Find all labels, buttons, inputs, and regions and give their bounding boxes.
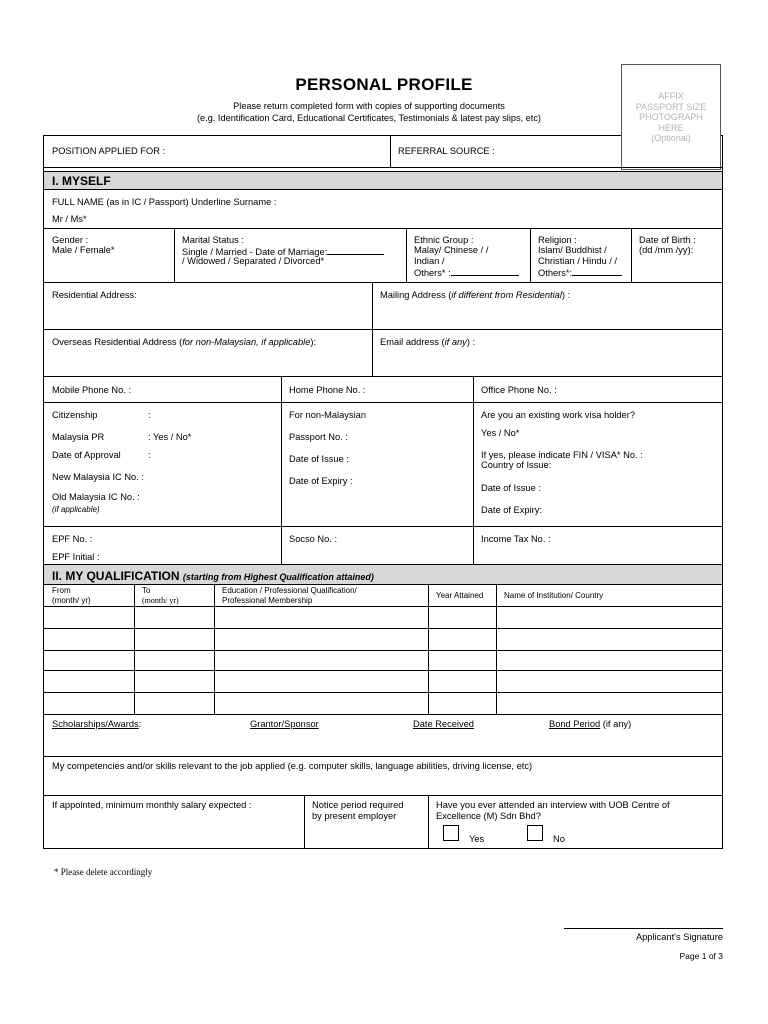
religion-others[interactable] [538,266,622,279]
overseas-end: ): [310,337,317,347]
country-of-issue-label: Country of Issue: [481,460,552,470]
divider [43,756,723,757]
form-title: PERSONAL PROFILE [295,75,473,94]
religion-others-line[interactable] [572,266,622,276]
section-heading-qualification [52,569,374,583]
referral-source-label: REFERRAL SOURCE : [398,146,495,156]
mailing-note: if different from Residential [451,290,562,300]
col-education: Education / Professional Qualification/ [222,586,357,595]
divider [214,584,215,714]
home-phone-label: Home Phone No. : [289,385,366,395]
citizenship-colon: : [148,410,151,420]
divider [43,329,723,330]
full-name-label: FULL NAME (as in IC / Passport) Underline Surname : [52,197,277,207]
photo-box[interactable] [621,64,721,170]
qualification-heading-text: II. MY QUALIFICATION [52,569,180,583]
divider [631,228,632,282]
notice-period-label-2: by present employer [312,811,397,821]
scholarships-colon: : [138,719,142,729]
divider [43,376,723,377]
income-tax-label: Income Tax No. : [481,534,551,544]
scholarships-text: Scholarships/Awards [52,719,139,729]
bond-period-note: (if any) [600,719,632,729]
page-number: Page 1 of 3 [679,951,723,961]
gender-options[interactable]: Male / Female* [52,245,115,255]
divider [43,282,723,283]
ethnic-group-options[interactable]: Malay/ Chinese / / [414,245,489,255]
office-phone-label: Office Phone No. : [481,385,557,395]
religion-options[interactable]: Islam/ Buddhist / [538,245,607,255]
visa-date-of-issue-label: Date of Issue : [481,483,541,493]
divider [43,228,723,229]
overseas-note: for non-Malaysian, if applicable [182,337,311,347]
yes-checkbox[interactable] [443,825,459,841]
citizenship-label: Citizenship [52,410,98,420]
bond-period-text: Bond Period [549,719,601,729]
qualification-heading-note: (starting from Highest Qualification attained) [182,572,374,582]
divider [43,795,723,796]
if-applicable-note: (if applicable) [52,505,100,514]
instruction-line-1: Please return completed form with copies of supporting documents [233,101,505,111]
col-institution: Name of Institution/ Country [504,591,604,600]
overseas-address-label [52,337,316,348]
no-checkbox[interactable] [527,825,543,841]
email-text: Email address ( [380,337,445,347]
divider [473,376,474,564]
religion-label: Religion : [538,235,577,245]
form-frame [43,135,723,849]
divider [304,795,305,849]
dob-label: Date of Birth : [639,235,696,245]
divider [43,171,723,172]
photo-box-line: AFFIX [658,91,684,101]
interview-question: Have you ever attended an interview with UOB Centre of [436,800,670,810]
divider [43,714,723,715]
new-ic-label: New Malaysia IC No. : [52,472,144,482]
photo-box-line: (Optional) [651,133,691,143]
no-label: No [553,834,565,844]
date-received-label: Date Received [413,719,474,729]
divider [428,584,429,714]
table-row[interactable] [43,692,723,693]
col-from: From [52,586,71,595]
mobile-phone-label: Mobile Phone No. : [52,385,132,395]
religion-others-label: Others*: [538,268,573,278]
ethnic-others-label: Others* : [414,268,451,278]
dob-format: (dd /mm /yy): [639,245,694,255]
epf-initial-label: EPF Initial : [52,552,100,562]
date-of-issue-label: Date of Issue : [289,454,349,464]
gender-label: Gender : [52,235,89,245]
bond-period-label [549,719,631,730]
date-approval-colon: : [148,450,151,460]
socso-no-label: Socso No. : [289,534,338,544]
divider [134,584,135,714]
col-to-sub: (month/ yr) [142,596,179,605]
col-year-attained: Year Attained [436,591,484,600]
position-applied-field[interactable] [52,135,390,167]
signature-label: Applicant's Signature [635,932,723,942]
mailing-end: ) : [561,290,571,300]
passport-no-label: Passport No. : [289,432,348,442]
marriage-date-line[interactable] [327,245,384,255]
mailing-address-label [380,290,570,301]
title-options[interactable]: Mr / Ms* [52,214,87,224]
visa-fin-label: If yes, please indicate FIN / VISA* No. : [481,450,643,460]
col-from-sub: (month/ yr) [52,596,91,605]
email-address-label [380,337,475,348]
table-row[interactable] [43,628,723,629]
date-approval-label: Date of Approval [52,450,121,460]
divider [496,584,497,714]
instruction-line-2: (e.g. Identification Card, Educational Certificates, Testimonials & latest pay slips, etc) [196,113,541,123]
table-row[interactable] [43,670,723,671]
visa-options[interactable]: Yes / No* [481,428,520,438]
visa-date-of-expiry-label: Date of Expiry: [481,505,542,515]
marital-status-label: Marital Status : [182,235,245,245]
marital-status-options-2[interactable]: / Widowed / Separated / Divorced* [182,256,325,266]
interview-question-2: Excellence (M) Sdn Bhd? [436,811,541,821]
col-to: To [142,586,151,595]
residential-address-label: Residential Address: [52,290,137,300]
photo-box-line: PASSPORT SIZE [635,101,707,112]
salary-label: If appointed, minimum monthly salary expected : [52,800,252,810]
old-ic-label: Old Malaysia IC No. : [52,492,140,502]
ethnic-others[interactable] [414,266,519,279]
ethnic-group-options-2[interactable]: Indian / [414,256,445,266]
competencies-label: My competencies and/or skills relevant to the job applied (e.g. computer skills, language abilities, driving license, etc) [52,761,533,771]
malaysia-pr-label: Malaysia PR [52,432,105,442]
visa-question: Are you an existing work visa holder? [481,410,635,420]
divider [174,228,175,282]
divider [530,228,531,282]
col-education-sub: Professional Membership [222,596,313,605]
divider [43,526,723,527]
divider [43,167,723,168]
divider [281,376,282,564]
religion-options-2[interactable]: Christian / Hindu / / [538,256,618,266]
divider [428,795,429,849]
marital-line-1: Single / Married - Date of Marriage: [182,247,328,257]
divider [406,228,407,282]
signature-line[interactable] [564,928,723,929]
yes-label: Yes [469,834,485,844]
malaysia-pr-options[interactable]: : Yes / No* [148,432,192,442]
table-row[interactable] [43,650,723,651]
divider [43,606,723,607]
section-heading-myself: I. MYSELF [52,174,111,188]
date-of-expiry-label: Date of Expiry : [289,476,353,486]
email-end: ) : [466,337,476,347]
referral-source-field[interactable] [390,135,621,167]
overseas-text: Overseas Residential Address ( [52,337,183,347]
divider [43,189,723,190]
notice-period-label: Notice period required [312,800,404,810]
epf-no-label: EPF No. : [52,534,93,544]
email-note: if any [444,337,467,347]
position-applied-label: POSITION APPLIED FOR : [52,146,166,156]
grantor-label: Grantor/Sponsor [250,719,319,729]
photo-box-line: PHOTOGRAPH [639,112,703,122]
section-band [44,172,722,189]
delete-accordingly-note: * Please delete accordingly [54,867,153,877]
photo-box-line: HERE [658,122,684,133]
scholarships-label [52,719,141,730]
mailing-text: Mailing Address ( [380,290,452,300]
non-malaysian-label: For non-Malaysian [289,410,366,420]
divider [43,402,723,403]
ethnic-others-line[interactable] [451,266,519,276]
ethnic-group-label: Ethnic Group : [414,235,474,245]
